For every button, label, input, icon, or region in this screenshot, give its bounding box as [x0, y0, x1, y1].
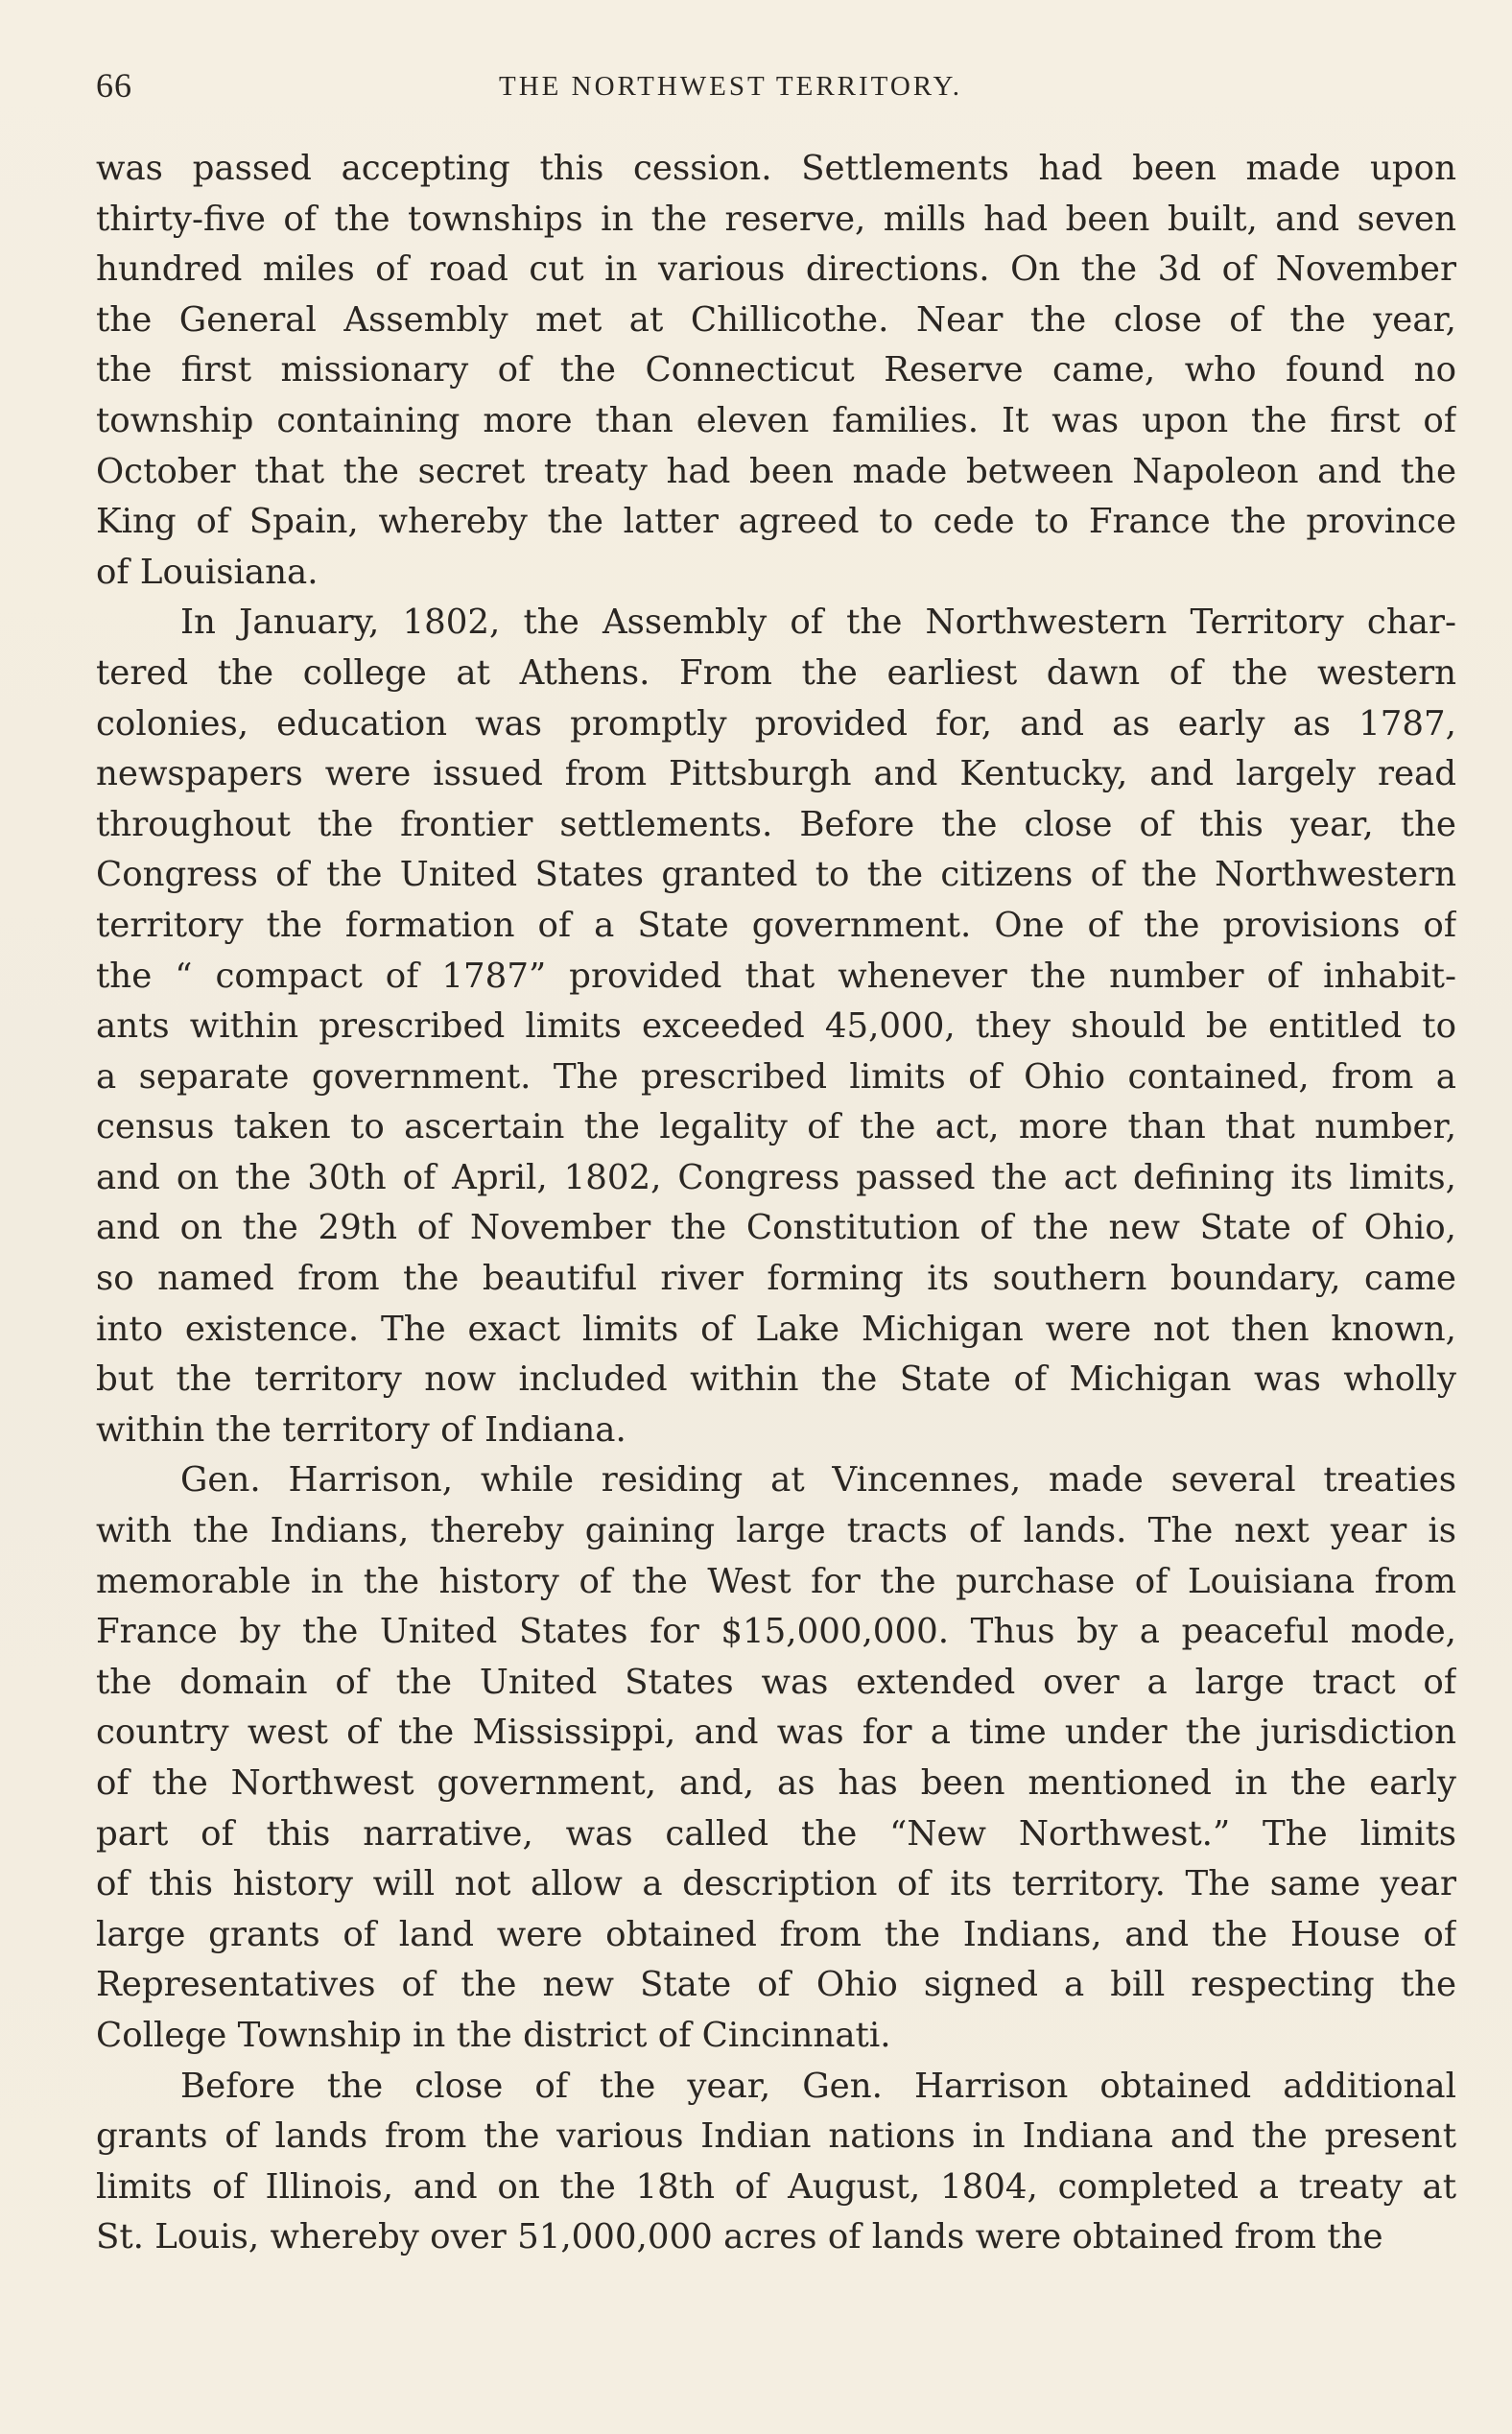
page-number: 66	[96, 66, 132, 105]
text-line: the “ compact of 1787” provided that whenever the number of inhabit-	[96, 956, 1456, 996]
text-line: Gen. Harrison, while residing at Vincennes, made several treaties	[180, 1460, 1456, 1501]
text-line: France by the United States for $15,000,000. Thus by a peaceful mode,	[96, 1612, 1456, 1652]
text-line: of Louisiana.	[96, 552, 319, 592]
text-line: large grants of land were obtained from the Indians, and the House of	[96, 1914, 1456, 1954]
text-line: the domain of the United States was extended over a large tract of	[96, 1662, 1456, 1702]
text-line: Before the close of the year, Gen. Harrison obtained additional	[180, 2066, 1456, 2106]
text-line: country west of the Mississippi, and was for a time under the jurisdiction	[96, 1713, 1456, 1753]
text-line: so named from the beautiful river forming its southern boundary, came	[96, 1259, 1456, 1299]
text-line: Representatives of the new State of Ohio signed a bill respecting the	[96, 1965, 1456, 2005]
text-line: colonies, education was promptly provided for, and as early as 1787,	[96, 703, 1456, 744]
text-line: and on the 30th of April, 1802, Congress passed the act defining its limits,	[96, 1157, 1456, 1197]
text-line: the General Assembly met at Chillicothe. Near the close of the year,	[96, 299, 1456, 340]
text-line: township containing more than eleven families. It was upon the first of	[96, 400, 1456, 440]
text-line: into existence. The exact limits of Lake Michigan were not then known,	[96, 1309, 1456, 1349]
text-line: but the territory now included within the State of Michigan was wholly	[96, 1359, 1456, 1400]
text-line: October that the secret treaty had been made between Napoleon and the	[96, 451, 1456, 491]
text-line: of this history will not allow a description of its territory. The same year	[96, 1864, 1456, 1904]
running-head: THE NORTHWEST TERRITORY.	[499, 71, 962, 102]
text-line: Congress of the United States granted to the citizens of the Northwestern	[96, 855, 1456, 895]
text-line: St. Louis, whereby over 51,000,000 acres of lands were obtained from the	[96, 2217, 1383, 2257]
body-text	[96, 144, 1456, 2263]
text-line: King of Spain, whereby the latter agreed to cede to France the province	[96, 502, 1456, 542]
paragraph-3	[96, 1455, 1456, 2061]
text-line: within the territory of Indiana.	[96, 1409, 626, 1450]
text-line: territory the formation of a State government. One of the provisions of	[96, 905, 1456, 945]
text-line: throughout the frontier settlements. Before the close of this year, the	[96, 804, 1456, 844]
text-line: grants of lands from the various Indian nations in Indiana and the present	[96, 2116, 1456, 2157]
text-line: was passed accepting this cession. Settlements had been made upon	[96, 149, 1456, 188]
text-line: ants within prescribed limits exceeded 45,000, they should be entitled to	[96, 1006, 1456, 1047]
text-line: thirty-five of the townships in the reserve, mills had been built, and seven	[96, 199, 1456, 239]
page-header	[96, 65, 1458, 113]
text-line: newspapers were issued from Pittsburgh and Kentucky, and largely read	[96, 754, 1456, 794]
text-line: College Township in the district of Cincinnati.	[96, 2015, 891, 2055]
paragraph-1	[96, 144, 1456, 598]
paragraph-4	[96, 2062, 1456, 2263]
text-line: the first missionary of the Connecticut Reserve came, who found no	[96, 350, 1456, 390]
text-line: In January, 1802, the Assembly of the Northwestern Territory char-	[180, 603, 1456, 643]
text-line: with the Indians, thereby gaining large tracts of lands. The next year is	[96, 1511, 1456, 1551]
text-line: memorable in the history of the West for the purchase of Louisiana from	[96, 1561, 1456, 1601]
text-line: and on the 29th of November the Constitution of the new State of Ohio,	[96, 1208, 1456, 1248]
text-line: limits of Illinois, and on the 18th of August, 1804, completed a treaty at	[96, 2166, 1456, 2207]
text-line: a separate government. The prescribed limits of Ohio contained, from a	[96, 1056, 1456, 1097]
text-line: census taken to ascertain the legality of the act, more than that number,	[96, 1107, 1456, 1147]
text-line: tered the college at Athens. From the earliest dawn of the western	[96, 652, 1456, 693]
text-line: hundred miles of road cut in various directions. On the 3d of November	[96, 249, 1456, 290]
paragraph-2	[96, 598, 1456, 1455]
text-line: of the Northwest government, and, as has been mentioned in the early	[96, 1763, 1456, 1803]
text-line: part of this narrative, was called the “New Northwest.” The limits	[96, 1813, 1456, 1854]
